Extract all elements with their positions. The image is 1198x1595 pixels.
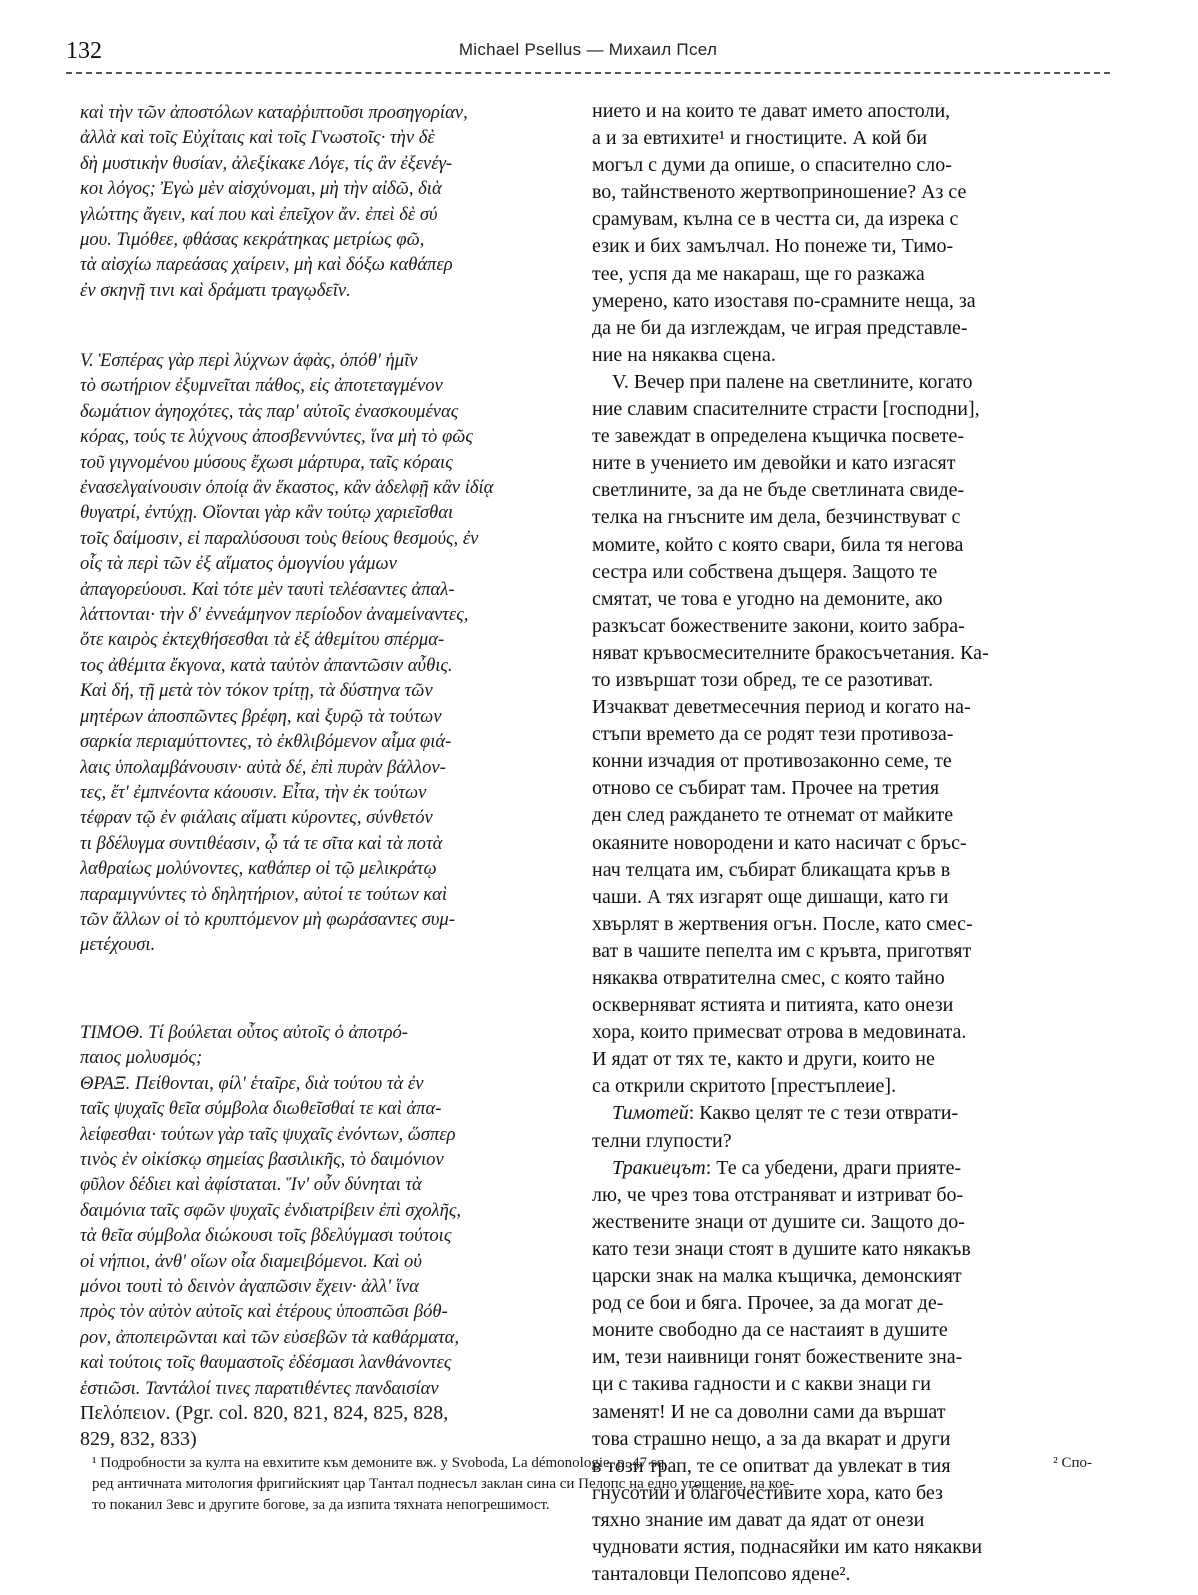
- bulgarian-line: разкъсат божествените закони, които забра-: [592, 614, 965, 637]
- bulgarian-line: да не би да изглеждам, че играя представле-: [592, 316, 968, 339]
- bulgarian-line: телка на гнъсните им дела, безчинствуват с: [592, 506, 961, 529]
- bulgarian-line: конни изчадия от противозаконно семе, те: [592, 750, 952, 773]
- footnotes: [92, 1453, 1092, 1516]
- greek-block_b-line: μετέχουσι.: [80, 934, 156, 956]
- greek-block_b-line: τι βδέλυγμα συντιθέασιν, ᾧ τά τε σῖτα καὶ τὰ ποτὰ: [80, 832, 443, 854]
- greek-block_b-line: μητέρων ἀποσπῶντες βρέφη, καὶ ξυρῷ τὰ τούτων: [80, 705, 442, 727]
- bulgarian-line: а и за евтихите¹ и гностиците. А кой би: [592, 127, 928, 150]
- greek-block_c_tail-line: Πελόπειον. (Pgr. col. 820, 821, 824, 825, 828,: [80, 1402, 449, 1425]
- bulgarian-line: чудновати ястия, поднасяйки им като някакви: [592, 1535, 983, 1558]
- bulgarian-line: светлините, за да не бъде светлината свиде-: [592, 479, 965, 502]
- running-head: Michael Psellus — Михаил Псел: [458, 40, 718, 59]
- bulgarian-column: [592, 98, 1094, 1588]
- greek-block_b-line: V. Ἑσπέρας γὰρ περὶ λύχνων ἁφὰς, ὁπόθ' ἡμῖν: [80, 350, 418, 371]
- bulgarian-line: момите, който с която свари, била тя негова: [592, 533, 964, 556]
- greek-block_c-line: ΤΙΜΟΘ. Τί βούλεται οὗτος αὐτοῖς ὁ ἀποτρό-: [80, 1022, 408, 1043]
- greek-block_c-line: λείφεσθαι· τούτων γὰρ ταῖς ψυχαῖς ἐνόντων, ὥσπερ: [80, 1123, 456, 1145]
- page-header: [66, 38, 1110, 68]
- bulgarian-line: ден след раждането те отнемат от майките: [592, 804, 954, 827]
- greek-block_a-line: ἀλλὰ καὶ τοῖς Εὐχίταις καὶ τοῖς Γνωστοῖς· τὴν δὲ: [80, 127, 435, 149]
- bulgarian-line: И ядат от тях те, както и други, които не: [592, 1048, 935, 1071]
- greek-block_b-line: Καὶ δή, τῇ μετὰ τὸν τόκον τρίτῃ, τὰ δύστηνα τῶν: [80, 680, 433, 702]
- bulgarian-line: Изчакват деветмесечния период и когато на-: [592, 696, 971, 719]
- bulgarian-line: во, тайнственото жертвоприношение? Аз се: [592, 181, 967, 204]
- bulgarian-line: им, тези наивници гонят божествените зна-: [592, 1346, 963, 1369]
- greek-block_a-line: μου. Τιμόθεε, φθάσας κεκράτηκας μετρίως φῶ,: [80, 229, 425, 251]
- bulgarian-line: хора, които примесват отрова в медовината.: [592, 1021, 967, 1044]
- greek-block_a-line: ἐν σκηνῇ τινι καὶ δράματι τραγῳδεῖν.: [80, 279, 351, 301]
- greek-block_b-line: τος ἀθέμιτα ἔκγονα, κατὰ ταὐτὸν ἀπαντῶσιν αὖθις.: [80, 654, 453, 676]
- bulgarian-line: тяхно знание им дават да ядат от онези: [592, 1508, 925, 1531]
- bulgarian-line: ните в учението им девойки и като изгасят: [592, 452, 956, 475]
- greek-paragraph-1: [80, 100, 560, 303]
- bulgarian-line: нач телцата им, събират бликащата кръв в: [592, 858, 951, 881]
- header-rule: [66, 72, 1110, 74]
- greek-block_c-line: τινὸς ἐν οἰκίσκῳ σημείας βασιλικῆς, τὸ δαιμόνιον: [80, 1149, 444, 1171]
- greek-block_b-line: σαρκία περιαμύττοντες, τὸ ἐκθλιβόμενον αἷμα φιά-: [80, 731, 452, 753]
- bulgarian-line: отново се събират там. Прочее на третия: [592, 777, 940, 800]
- bulgarian-line: като тези знаци стоят в душите като някакъв: [592, 1237, 971, 1260]
- bulgarian-line: могъл с думи да опише, о спасително сло-: [592, 154, 952, 177]
- bulgarian-line: умерено, като изоставя по-срамните неща, за: [592, 289, 976, 312]
- greek-block_c-line: ταῖς ψυχαῖς θεῖα σύμβολα διωθεῖσθαί τε καὶ ἀπα-: [80, 1098, 442, 1120]
- footnote-2-start: ² Спо-: [1053, 1455, 1092, 1471]
- footnote-line-1: [92, 1453, 1092, 1474]
- greek-block_b-line: τῶν ἄλλων οἱ τὸ κρυπτόμενον μὴ φωράσαντες συμ-: [80, 908, 455, 930]
- greek-block_c-line: δαιμόνια ταῖς σφῶν ψυχαῖς ἐνδιατρίβειν ἐπὶ σχολῆς,: [80, 1199, 462, 1221]
- greek-block_b-line: λάττονται· τὴν δ' ἐννεάμηνον περίοδον ἀναμείναντες,: [80, 604, 469, 626]
- bulgarian-line: телни глупости?: [592, 1129, 732, 1152]
- greek-block_b-line: λαθραίως μολύνοντες, καθάπερ οἱ τῷ μελικράτῳ: [80, 858, 437, 880]
- bulgarian-line: са открили скритото [престъплеие].: [592, 1075, 897, 1098]
- greek-block_b-line: δωμάτιον ἀγηοχότες, τὰς παρ' αὐτοῖς ἐνασκουμένας: [80, 400, 459, 422]
- greek-block_b-line: τοῦ γιγνομένου μύσους ἔχωσι μάρτυρα, ταῖς κόραις: [80, 451, 453, 473]
- greek-block_b-line: παραμιγνύντες τὸ δηλητήριον, αὐτοί τε τούτων καὶ: [80, 883, 448, 905]
- bulgarian-line: Тимотей: Какво целят те с тези отврати-: [612, 1102, 959, 1125]
- greek-block_c-line: μόνοι τουτὶ τὸ δεινὸν ἀγαπῶσιν ἔχειν· ἀλλ' ἵνα: [80, 1276, 419, 1298]
- bulgarian-line: някаква отвратителна смес, с която тайно: [592, 967, 945, 989]
- bulgarian-line: няват кръвосмесителните бракосъчетания. Ка-: [592, 641, 989, 664]
- greek-block_a-line: καὶ τὴν τῶν ἀποστόλων καταῤῥιπτοῦσι προσηγορίαν,: [80, 102, 468, 123]
- bulgarian-line: стъпи времето да се родят тези противоза-: [592, 723, 954, 746]
- bulgarian-line: царски знак на малка къщичка, демонският: [592, 1265, 962, 1288]
- bulgarian-line: това страшно нещо, а за да вкарат и други: [592, 1427, 951, 1450]
- greek-block_b-line: κόρας, τούς τε λύχνους ἀποσβεννύντες, ἵνα μὴ τὸ φῶς: [80, 426, 473, 448]
- bulgarian-line: жествените знаци от душите си. Защото до-: [592, 1210, 965, 1233]
- bulgarian-line: хвърлят в жертвения огън. После, като смес-: [592, 912, 973, 935]
- greek-block_c-line: παιος μολυσμός;: [80, 1047, 203, 1069]
- greek-block_c_tail-line: 829, 832, 833): [80, 1427, 197, 1450]
- greek-block_c-line: ρον, ἀποπειρῶνται καὶ τῶν εὐσεβῶν τὰ καθάρματα,: [80, 1326, 460, 1348]
- greek-block_c-line: ΘΡΑΞ. Πείθονται, φίλ' ἑταῖρε, διὰ τούτου τὰ ἐν: [80, 1072, 424, 1094]
- bulgarian-line: Тракиецът: Те са убедени, драги прияте-: [612, 1156, 962, 1179]
- bulgarian-line: ци с такива гадности и с какви знаци ги: [592, 1373, 931, 1396]
- greek-block_a-line: τὰ αἰσχίω παρεάσας χαίρειν, μὴ καὶ δόξω καθάπερ: [80, 254, 453, 276]
- greek-block_b-line: ἀπαγορεύουσι. Καὶ τότε μὲν ταυτὶ τελέσαντες ἀπαλ-: [80, 578, 455, 600]
- bulgarian-line: танталовци Пелопсово ядене².: [592, 1563, 851, 1586]
- bulgarian-line: V. Вечер при палене на светлините, когато: [612, 370, 973, 393]
- greek-block_b-line: τὸ σωτήριον ἐξυμνεῖται πάθος, εἰς ἀποτεταγμένον: [80, 375, 443, 397]
- greek-block_b-line: οἷς τὰ περὶ τῶν ἐξ αἵματος ὁμογνίου γάμων: [80, 553, 397, 575]
- footnote-1-text: ¹ Подробности за култа на евхитите към демоните вж. у Svoboda, La démonologie, p. 47 sq.: [92, 1455, 669, 1471]
- bulgarian-line: род се бои и бяга. Прочее, за да могат де-: [592, 1292, 944, 1315]
- bulgarian-line: нието и на които те дават името апостоли,: [592, 100, 951, 122]
- greek-block_b-line: λαις ὑπολαμβάνουσιν· αὐτὰ δέ, ἐπὶ πυρὰν βάλλον-: [80, 756, 446, 778]
- bulgarian-line: ние на някаква сцена.: [592, 343, 776, 366]
- bulgarian-line: ват в чашите пепелта им с кръвта, приготвят: [592, 939, 972, 962]
- greek-block_a-line: δὴ μυστικὴν θυσίαν, ἀλεξίκακε Λόγε, τίς ἂν ἐξενέγ-: [80, 152, 453, 174]
- greek-block_b-line: τοῖς δαίμοσιν, εἰ παραλύσουσι τοὺς θείους θεσμούς, ἐν: [80, 527, 479, 549]
- bulgarian-line: сестра или собствена дъщеря. Защото те: [592, 560, 938, 583]
- bulgarian-line: лю, че чрез това отстраняват и изтриват бо-: [592, 1183, 964, 1206]
- greek-block_b-line: τέφραν τῷ ἐν φιάλαις αἵματι κύροντες, σύνθετόν: [80, 807, 433, 829]
- greek-block_a-line: κοι λόγος; Ἐγὼ μὲν αἰσχύνομαι, μὴ τὴν αἰδῶ, διὰ: [80, 178, 442, 200]
- greek-block_c-line: πρὸς τὸν αὐτὸν αὐτοῖς καὶ ἑτέρους ὑποσπῶσι βόθ-: [80, 1301, 448, 1323]
- bulgarian-line: ние славим спасителните страсти [господни],: [592, 398, 980, 421]
- greek-block_c-line: καὶ τούτοις τοῖς θαυμαστοῖς ἐδέσμασι λανθάνοντες: [80, 1352, 452, 1374]
- bulgarian-line: тее, успя да ме накараш, ще го разкажа: [592, 262, 925, 285]
- bulgarian-line: гнусотии и благочестивите хора, като без: [592, 1481, 943, 1504]
- footnote-line-2: ред античната митология фригийският цар Тантал поднесъл заклан сина си Пелопс на едно угощение, на кое-: [92, 1476, 795, 1492]
- greek-block_b-line: θυγατρί, ἐντύχῃ. Οἴονται γὰρ κἂν τούτῳ χαριεῖσθαι: [80, 502, 454, 524]
- page-number: 132: [66, 38, 102, 64]
- greek-block_c-line: οἱ νήπιοι, ἀνθ' οἵων οἷα διαμειβόμενοι. Καὶ οὐ: [80, 1250, 422, 1272]
- greek-block_a-line: γλώττης ἄγειν, καί που καὶ ἐπεῖχον ἄν. ἐπεὶ δὲ σύ: [80, 203, 438, 225]
- greek-block_b-line: ὅτε καιρὸς ἐκτεχθήσεσθαι τὰ ἐξ ἀθεμίτου σπέρμα-: [80, 629, 445, 651]
- bulgarian-line: в този трап, те се опитват да увлекат в тия: [592, 1454, 951, 1477]
- greek-block_c-line: τὰ θεῖα σύμβολα διώκουσι τοῖς βδελύγμασι τούτοις: [80, 1225, 452, 1247]
- greek-block_c-line: ἑστιῶσι. Ταντάλοί τινες παρατιθέντες πανδαισίαν: [80, 1377, 439, 1399]
- bulgarian-line: срамувам, кълна се в честта си, да изрека с: [592, 208, 959, 231]
- bulgarian-line: те завеждат в определена къщичка посвете-: [592, 425, 965, 448]
- greek-block_b-line: ἐνασελγαίνουσιν ὁποίᾳ ἂν ἕκαστος, κἂν ἀδελφῇ κἂν ἰδίᾳ: [80, 477, 494, 499]
- bulgarian-line: моните свободно да се настаият в душите: [592, 1319, 948, 1342]
- bulgarian-line: заменят! И не са доволни сами да вършат: [592, 1400, 946, 1423]
- bulgarian-line: оскверняват ястията и питията, като онези: [592, 994, 954, 1017]
- greek-paragraph-3: [80, 1020, 560, 1452]
- greek-block_b-line: τες, ἔτ' ἐμπνέοντα κάουσιν. Εἶτα, τὴν ἐκ τούτων: [80, 781, 427, 803]
- greek-paragraph-2: [80, 348, 560, 958]
- greek-block_c-line: φῦλον δέδιει καὶ ἀφίσταται. Ἵν' οὖν δύνηται τὰ: [80, 1174, 422, 1196]
- bulgarian-line: език и бих замълчал. Но понеже ти, Тимо-: [592, 235, 954, 258]
- bulgarian-line: то извършат този обред, те се разотиват.: [592, 668, 934, 691]
- bulgarian-line: смятат, че това е угодно на демоните, ако: [592, 587, 943, 610]
- bulgarian-line: чаши. А тях изгарят още дишащи, като ги: [592, 885, 949, 908]
- bulgarian-line: окаяните новородени и като насичат с бръс-: [592, 831, 967, 854]
- footnote-line-3: то поканил Зевс и другите богове, за да изпита тяхната непогрешимост.: [92, 1497, 550, 1513]
